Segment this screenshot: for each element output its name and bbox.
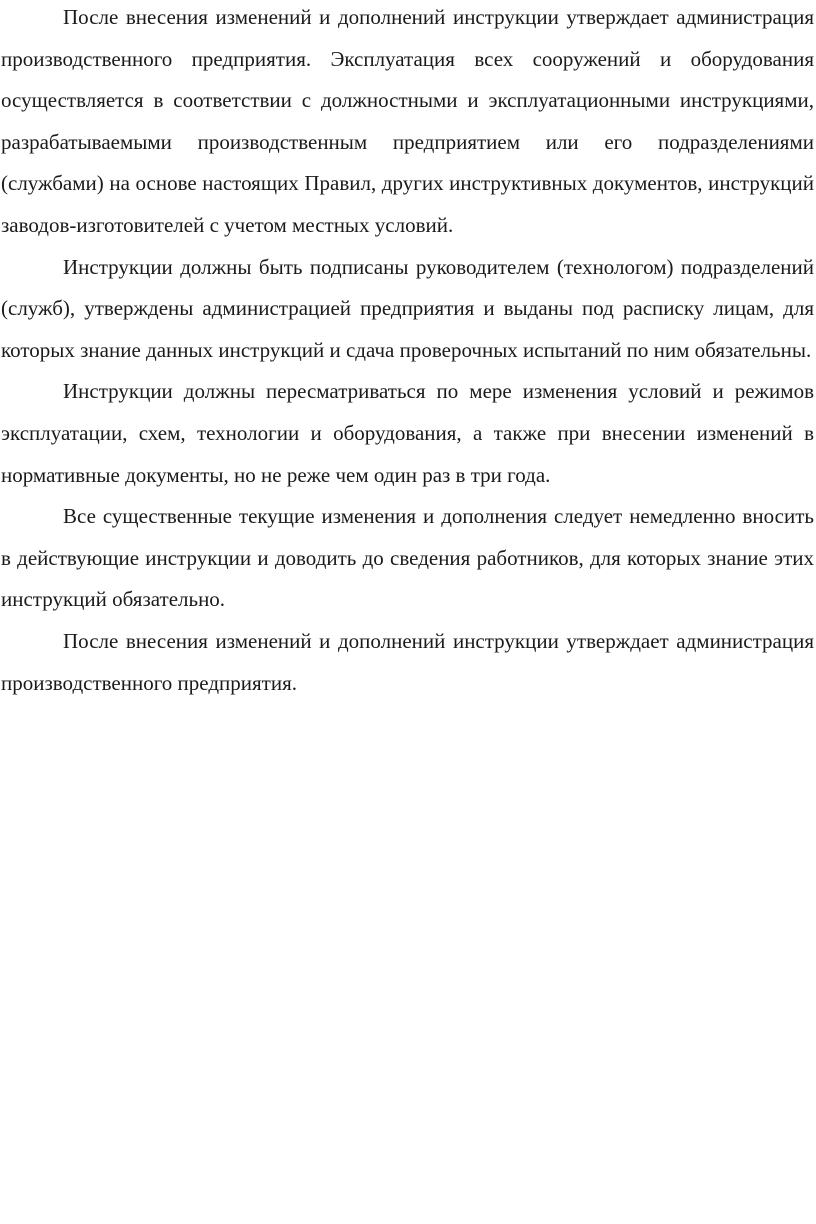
- paragraph-instructions-revision: Инструкции должны пересматриваться по мере изменения условий и режимов эксплуатации, схем, технологии и оборудования, а также при внесении изменений в нормативные документы, но не реже чем один раз в три года.: [1, 379, 814, 487]
- paragraph-current-changes: Все существенные текущие изменения и дополнения следует немедленно вносить в действующие инструкции и доводить до сведения работников, для которых знание этих инструкций обязательно.: [1, 504, 814, 612]
- paragraph-instructions-signing: Инструкции должны быть подписаны руководителем (технологом) подразделений (служб), утверждены администрацией предприятия и выданы под расписку лицам, для которых знание данных инструкций и сдача проверочных испытаний по ним обязательны.: [1, 254, 814, 362]
- paragraph-instructions-approval-operation: После внесения изменений и дополнений инструкции утверждает администрация производственного предприятия. Эксплуатация всех сооружений и оборудования осуществляется в соответствии с должностными и эксплуатационными инструкциями, разрабатываемыми производственным предприятием или его подразделениями (службами) на основе настоящих Правил, других инструктивных документов, инструкций заводов-изготовителей с учетом местных условий.: [1, 5, 814, 237]
- paragraph-approval-repeat: После внесения изменений и дополнений инструкции утверждает администрация производственного предприятия.: [1, 628, 814, 695]
